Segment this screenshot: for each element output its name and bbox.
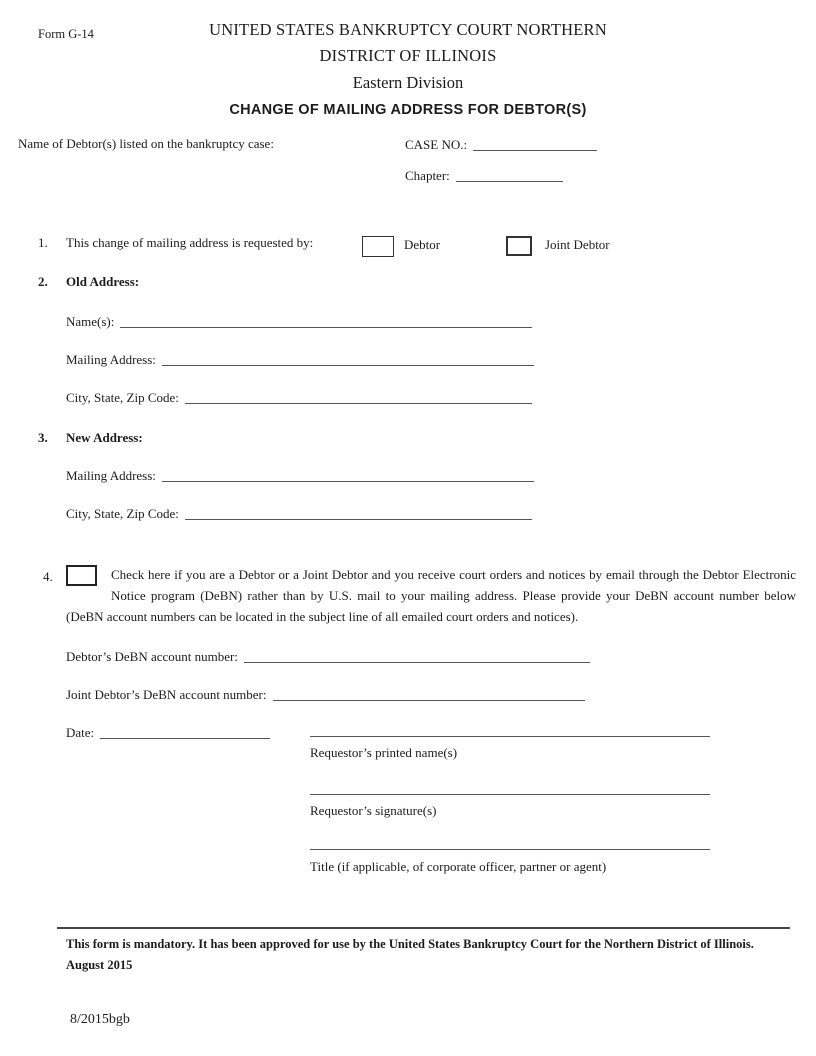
item4-block [66, 564, 796, 627]
debtor-name-label: Name of Debtor(s) listed on the bankruptcy case: [18, 136, 274, 151]
date-row [66, 724, 270, 741]
joint-debtor-checkbox[interactable] [506, 236, 532, 256]
item4-number: 4. [43, 569, 53, 584]
court-name-line2: DISTRICT OF ILLINOIS [319, 46, 497, 65]
date-label: Date: [66, 725, 95, 740]
case-no-blank[interactable] [473, 136, 597, 151]
court-name-line1: UNITED STATES BANKRUPTCY COURT NORTHERN [209, 20, 607, 39]
title-label: Title (if applicable, of corporate officer, partner or agent) [310, 859, 607, 874]
footer-mandatory-text [66, 934, 806, 976]
debtor-debn-label: Debtor’s DeBN account number: [66, 649, 238, 664]
debtor-debn-blank[interactable] [244, 648, 590, 663]
case-no-row [405, 136, 597, 153]
debtor-debn-row [66, 648, 590, 665]
old-city-state-zip-row [66, 389, 532, 406]
old-mailing-address-blank[interactable] [162, 351, 534, 366]
case-no-label: CASE NO.: [405, 137, 468, 152]
page-title: CHANGE OF MAILING ADDRESS FOR DEBTOR(S) [229, 102, 587, 118]
joint-debtor-debn-row [66, 686, 585, 703]
new-mailing-address-blank[interactable] [162, 467, 534, 482]
date-blank[interactable] [100, 724, 270, 739]
old-mailing-address-label: Mailing Address: [66, 352, 156, 367]
debn-checkbox[interactable] [66, 565, 97, 586]
new-mailing-address-row [66, 467, 534, 484]
item3-title: New Address: [66, 430, 143, 445]
new-mailing-address-label: Mailing Address: [66, 468, 156, 483]
item4-text: Check here if you are a Debtor or a Joint Debtor and you receive court orders and notices by email through the Debtor Electronic Notice program (DeBN) rather than by U.S. mail to your mailing address. Please provide your DeBN account number below (DeBN account numbers can be located in the subject line of all emailed court orders and notices). [66, 567, 796, 624]
old-city-state-zip-label: City, State, Zip Code: [66, 390, 179, 405]
new-city-state-zip-blank[interactable] [185, 505, 532, 520]
new-city-state-zip-label: City, State, Zip Code: [66, 506, 179, 521]
old-name-label: Name(s): [66, 314, 115, 329]
debtor-checkbox[interactable] [362, 236, 394, 257]
item2-number: 2. [38, 274, 48, 289]
chapter-label: Chapter: [405, 168, 450, 183]
item2-title: Old Address: [66, 274, 140, 289]
debtor-checkbox-label: Debtor [404, 237, 441, 252]
title-blank[interactable] [310, 849, 710, 850]
signature-label: Requestor’s signature(s) [310, 803, 437, 818]
division-name: Eastern Division [352, 73, 464, 92]
footer-mandatory-line2: August 2015 [66, 958, 133, 972]
chapter-blank[interactable] [456, 167, 563, 182]
old-mailing-address-row [66, 351, 534, 368]
item1-label: This change of mailing address is requested by: [66, 235, 314, 250]
item3-number: 3. [38, 430, 48, 445]
signature-blank[interactable] [310, 794, 710, 795]
printed-name-label: Requestor’s printed name(s) [310, 745, 458, 760]
new-city-state-zip-row [66, 505, 532, 522]
old-city-state-zip-blank[interactable] [185, 389, 532, 404]
form-number: Form G-14 [38, 27, 94, 41]
footer-divider [57, 927, 790, 929]
joint-debtor-debn-blank[interactable] [273, 686, 586, 701]
old-name-row [66, 313, 532, 330]
joint-debtor-debn-label: Joint Debtor’s DeBN account number: [66, 687, 267, 702]
revision-code: 8/2015bgb [70, 1012, 130, 1027]
chapter-row [405, 167, 563, 184]
footer-mandatory-line1: This form is mandatory. It has been approved for use by the United States Bankruptcy Court for the Northern District of Illinois. [66, 937, 754, 951]
item1-number: 1. [38, 235, 48, 250]
old-name-blank[interactable] [120, 313, 532, 328]
printed-name-blank[interactable] [310, 736, 710, 737]
joint-debtor-checkbox-label: Joint Debtor [545, 237, 610, 252]
